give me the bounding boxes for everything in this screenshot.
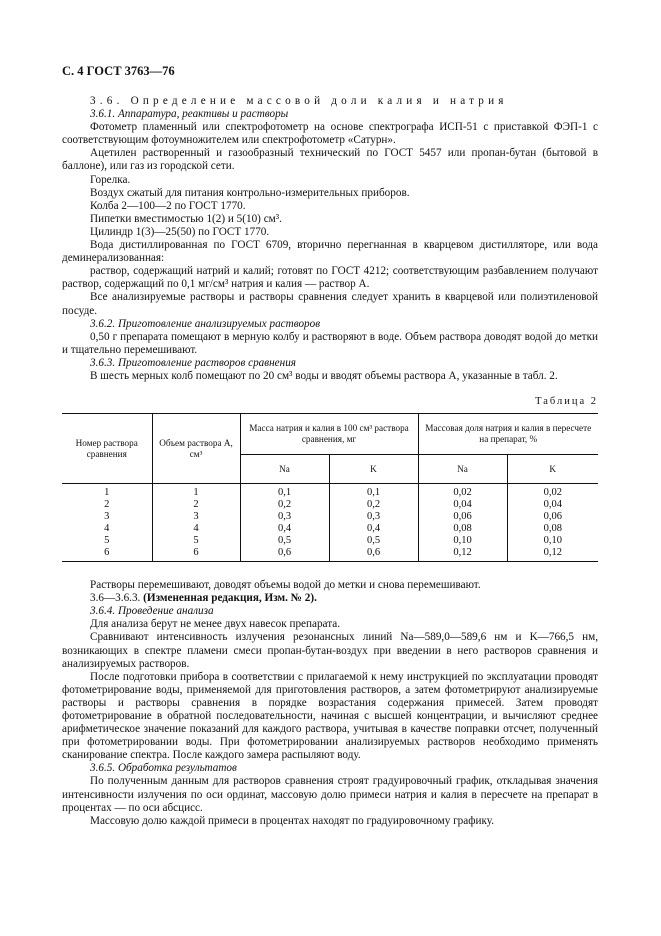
table-cell: 0,02 (418, 484, 507, 500)
table-body (62, 484, 598, 562)
paragraph (62, 605, 598, 618)
paragraph-text: 3.6.1. Аппаратура, реактивы и растворы (90, 108, 289, 121)
table-cell: 0,6 (240, 547, 329, 562)
table-cell: 0,02 (507, 484, 598, 500)
th-mass: Масса натрия и калия в 100 см³ раствора сравнения, мг (240, 414, 418, 455)
paragraph (62, 239, 598, 265)
table-cell: 0,3 (329, 511, 418, 523)
table-cell: 0,12 (507, 547, 598, 562)
table-cell: 0,3 (240, 511, 329, 523)
paragraph (62, 121, 598, 147)
paragraph (62, 762, 598, 775)
paragraph (62, 226, 598, 239)
table-cell: 3 (104, 511, 110, 523)
paragraph-text: 3.6.3. Приготовление растворов сравнения (90, 356, 296, 369)
section-top (62, 95, 598, 383)
paragraph-text: Сравнивают интенсивность излучения резонансных линий Na—589,0—589,6 нм и K—766,5 нм, возникающих в спектре пламени смеси пропан-бутан-воздух при введении в него растворов сравнения и анализируемых растворов. (62, 631, 598, 670)
paragraph (62, 671, 598, 763)
table-cell: 0,2 (240, 499, 329, 511)
table-cell: 1 (104, 487, 110, 499)
paragraph (62, 357, 598, 370)
paragraph-text: После подготовки прибора в соответствии с прилагаемой к нему инструкцией по эксплуатации проводят фотометрирование воды, применяемой для приготовления растворов, а затем фотометрируют анализируемые растворы и растворы сравнения в порядке возрастания содержания примесей. Затем проводят фотометрирование в обратной последовательности, начиная с высшей концентрации, и вычисляют среднее арифметическое значение показаний для каждого раствора, учитывая в качестве поправки отсчет, полученный при фотометрировании воды. При фотометрировании анализируемых растворов необходимо применять сканирование спектра. После каждого замера распыляют воду. (62, 670, 598, 762)
table-cell: 0,1 (329, 484, 418, 500)
paragraph (62, 291, 598, 317)
table-row (62, 523, 598, 535)
th-frac-na: Na (418, 455, 507, 484)
paragraph-text: 3.6.4. Проведение анализа (90, 605, 214, 618)
paragraph (62, 775, 598, 814)
table-cell: 2 (152, 499, 240, 511)
paragraph-text: Фотометр пламенный или спектрофотометр на основе спектрографа ИСП-51 с приставкой ФЭП-1 с соответствующим фотоумножителем или спектрофотометр «Сатурн». (62, 121, 598, 147)
table-cell: 0,4 (329, 523, 418, 535)
paragraph (62, 331, 598, 357)
paragraph-text: Растворы перемешивают, доводят объемы водой до метки и снова перемешивают. (90, 579, 481, 592)
table-cell: 4 (104, 523, 110, 535)
table-cell: 3 (152, 511, 240, 523)
table-cell: 6 (152, 547, 240, 562)
table-cell: 0,1 (240, 484, 329, 500)
table-caption: Таблица 2 (535, 396, 598, 408)
table-cell: 0,2 (329, 499, 418, 511)
th-mass-k: K (329, 455, 418, 484)
paragraph-text: 3.6.5. Обработка результатов (90, 762, 237, 775)
paragraph-text: Пипетки вместимостью 1(2) и 5(10) см³. (90, 212, 282, 225)
paragraph-text: Массовую долю каждой примеси в процентах находят по градуировочному графику. (90, 814, 495, 827)
table-row (62, 511, 598, 523)
table-cell: 0,5 (329, 535, 418, 547)
th-fraction: Массовая доля натрия и калия в пересчете на препарат, % (418, 414, 598, 455)
paragraph-text: Для анализа берут не менее двух навесок препарата. (90, 618, 341, 631)
th-frac-k: K (507, 455, 598, 484)
table-cell: 0,4 (240, 523, 329, 535)
paragraph-text: Ацетилен растворенный и газообразный технический по ГОСТ 5457 или пропан-бутан (бытовой в баллоне), или газ из городской сети. (62, 147, 598, 173)
th-volume-text: Объем раствора А, см³ (159, 437, 233, 459)
paragraph-text: В шесть мерных колб помещают по 20 см³ воды и вводят объемы раствора А, указанные в табл. 2. (90, 369, 558, 382)
table-2 (62, 413, 598, 562)
table-cell: 0,06 (507, 511, 598, 523)
paragraph (62, 618, 598, 631)
table-cell: 0,08 (507, 523, 598, 535)
paragraph (62, 147, 598, 173)
table-cell: 2 (104, 499, 110, 511)
section-bottom (62, 579, 598, 828)
table-cell: 6 (62, 547, 152, 562)
table-cell: 5 (104, 535, 110, 547)
th-mass-na: Na (240, 455, 329, 484)
table-cell: 0,04 (507, 499, 598, 511)
paragraph-text: Колба 2—100—2 по ГОСТ 1770. (90, 199, 246, 212)
paragraph-text: 3.6—3.6.3. (90, 592, 144, 605)
table-cell: 0,12 (418, 547, 507, 562)
paragraph (62, 592, 598, 605)
table-cell: 4 (152, 523, 240, 535)
paragraph (62, 187, 598, 200)
table-row (62, 535, 598, 547)
table-cell: 1 (152, 484, 240, 500)
table-cell: 0,04 (418, 499, 507, 511)
table-row (62, 499, 598, 511)
paragraph (62, 108, 598, 121)
paragraph (62, 95, 598, 108)
page-header: С. 4 ГОСТ 3763—76 (62, 64, 175, 78)
table-row (62, 484, 598, 500)
paragraph-text: По полученным данным для растворов сравнения строят градуировочный график, откладывая значения интенсивности излучения по оси ординат, массовую долю примеси натрия и калия в пересчете на препарат в процентах — по оси абсцисс. (62, 775, 598, 814)
paragraph (62, 631, 598, 670)
table-cell: 0,6 (329, 547, 418, 562)
paragraph (62, 318, 598, 331)
paragraph-text: Воздух сжатый для питания контрольно-измерительных приборов. (90, 186, 410, 199)
table-2-wrap (62, 383, 598, 579)
paragraph (62, 815, 598, 828)
paragraph (62, 265, 598, 291)
paragraph-text: 3.6. Определение массовой доли калия и натрия (90, 95, 508, 107)
paragraph-text: Все анализируемые растворы и растворы сравнения следует хранить в кварцевой или полиэтиленовой посуде. (62, 291, 598, 317)
table-cell: 0,06 (418, 511, 507, 523)
paragraph (62, 174, 598, 187)
paragraph (62, 213, 598, 226)
paragraph-text: раствор, содержащий натрий и калий; готовят по ГОСТ 4212; соответствующим разбавлением получают раствор, содержащий по 0,1 мг/см³ натрия и калия — раствор А. (62, 265, 598, 291)
paragraph-text: 0,50 г препарата помещают в мерную колбу и растворяют в воде. Объем раствора доводят водой до метки и тщательно перемешивают. (62, 330, 598, 356)
th-volume (152, 414, 240, 484)
table-cell: 0,10 (418, 535, 507, 547)
paragraph-text: 3.6.2. Приготовление анализируемых растворов (90, 317, 321, 330)
document-body (62, 95, 598, 828)
paragraph-text: Вода дистиллированная по ГОСТ 6709, вторично перегнанная в кварцевом дистилляторе, или вода деминерализованная: (62, 239, 598, 265)
table-cell: 0,08 (418, 523, 507, 535)
paragraph (62, 579, 598, 592)
table-cell: 0,10 (507, 535, 598, 547)
paragraph (62, 200, 598, 213)
paragraph (62, 370, 598, 383)
table-row (62, 547, 598, 562)
th-number: Номер раствора сравнения (62, 414, 152, 484)
paragraph-bold-note: (Измененная редакция, Изм. № 2). (143, 592, 317, 605)
paragraph-text: Горелка. (90, 173, 131, 186)
table-cell: 5 (152, 535, 240, 547)
paragraph-text: Цилиндр 1(3)—25(50) по ГОСТ 1770. (90, 225, 270, 238)
table-cell: 0,5 (240, 535, 329, 547)
